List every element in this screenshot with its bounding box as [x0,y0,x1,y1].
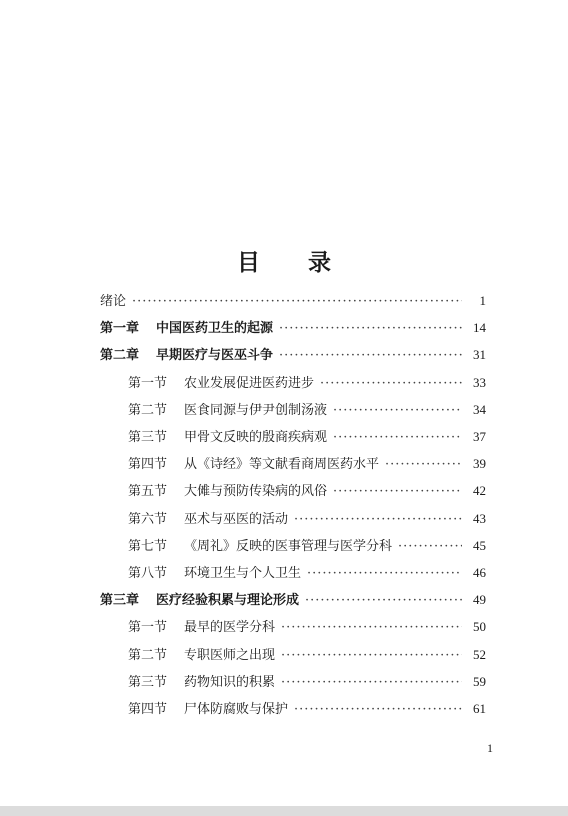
toc-section-entry[interactable] [100,510,486,528]
toc-page-number: 61 [473,701,486,716]
toc-leader-dots [281,674,462,692]
toc-leader-dots [305,592,462,610]
toc-entry-number: 第一章 [100,321,140,337]
toc-section-entry[interactable] [100,455,486,473]
toc-leader-dots [279,347,462,365]
toc-entry-number: 第三节 [128,674,168,690]
toc-entry-label: 医疗经验积累与理论形成 [156,593,300,609]
page-title: 目 录 [236,249,351,276]
toc-page-number: 52 [473,646,486,662]
toc-entry-label: 绪论 [100,294,127,309]
toc-page-number: 39 [473,456,486,472]
toc-leader-dots [333,429,462,447]
toc-leader-dots [294,701,462,719]
toc-entry-number: 第八节 [128,566,168,581]
toc-chapter-entry[interactable] [100,319,486,337]
toc-entry-label: 《周礼》反映的医事管理与医学分科 [184,538,393,554]
toc-entry-label: 医食同源与伊尹创制汤液 [184,402,328,418]
toc-leader-dots [307,565,462,583]
toc-section-entry[interactable] [100,537,486,555]
page-folio: 1 [487,741,493,755]
toc-entry-label: 尸体防腐败与保护 [184,702,289,717]
toc-page-number: 43 [473,510,486,526]
toc-page-number: 1 [479,293,486,308]
toc-page-number: 34 [473,401,486,417]
toc-entry-label: 药物知识的积累 [184,674,276,690]
toc-entry-label: 最早的医学分科 [184,620,276,636]
toc-entry-number: 第七节 [128,538,168,554]
toc-page-number: 50 [473,619,486,635]
toc-entry-number: 第三节 [128,430,168,445]
toc-entry-label: 专职医师之出现 [184,647,276,663]
toc-entry-number: 第四节 [128,702,168,717]
toc-page-number: 46 [473,565,486,580]
toc-section-entry[interactable] [100,482,486,500]
viewer-bottom-bar [0,806,568,816]
toc-section-entry[interactable] [100,564,486,582]
toc-leader-dots [398,538,462,556]
toc-entry-label: 从《诗经》等文献看商周医药水平 [184,457,380,473]
toc-page-number: 14 [473,320,486,336]
toc-entry-label: 甲骨文反映的殷商疾病观 [184,430,328,445]
toc-leader-dots [132,293,462,311]
toc-entry-label: 巫术与巫医的活动 [184,511,289,527]
toc-section-entry[interactable] [100,618,486,636]
toc-section-entry[interactable] [100,401,486,419]
toc-section-entry[interactable] [100,646,486,664]
toc-entry-number: 第一节 [128,375,168,391]
toc-page-number: 31 [473,347,486,363]
toc-chapter-entry[interactable] [100,292,486,310]
toc-entry-label: 早期医疗与医巫斗争 [156,348,274,364]
toc-page-number: 45 [473,537,486,553]
toc-entry-number: 第六节 [128,511,168,527]
toc-entry-number: 第二节 [128,647,168,663]
toc-section-entry[interactable] [100,374,486,392]
toc-leader-dots [294,511,462,529]
toc-leader-dots [320,375,462,393]
toc-page-number: 59 [473,673,486,689]
toc-entry-label: 中国医药卫生的起源 [156,321,274,337]
toc-leader-dots [385,456,462,474]
toc-entry-number: 第五节 [128,484,168,500]
toc-leader-dots [281,647,462,665]
toc-section-entry[interactable] [100,428,486,446]
toc-entry-label: 农业发展促进医药进步 [184,375,315,391]
toc-chapter-entry[interactable] [100,591,486,609]
toc-leader-dots [279,320,462,338]
toc-entry-number: 第四节 [128,457,168,473]
toc-leader-dots [333,483,462,501]
toc-leader-dots [281,619,462,637]
toc-entry-label: 环境卫生与个人卫生 [184,566,302,581]
toc-section-entry[interactable] [100,700,486,718]
toc-page-number: 42 [473,483,486,499]
toc-section-entry[interactable] [100,673,486,691]
toc-entry-number: 第一节 [128,620,168,636]
toc-page-number: 37 [473,429,486,444]
toc-entry-number: 第二章 [100,348,140,364]
toc-page-number: 49 [473,592,486,608]
toc-leader-dots [333,402,462,420]
toc-entry-number: 第三章 [100,593,140,609]
toc-entry-label: 大傩与预防传染病的风俗 [184,484,328,500]
toc-entry-number: 第二节 [128,402,168,418]
toc-chapter-entry[interactable] [100,346,486,364]
toc-page-number: 33 [473,374,486,390]
